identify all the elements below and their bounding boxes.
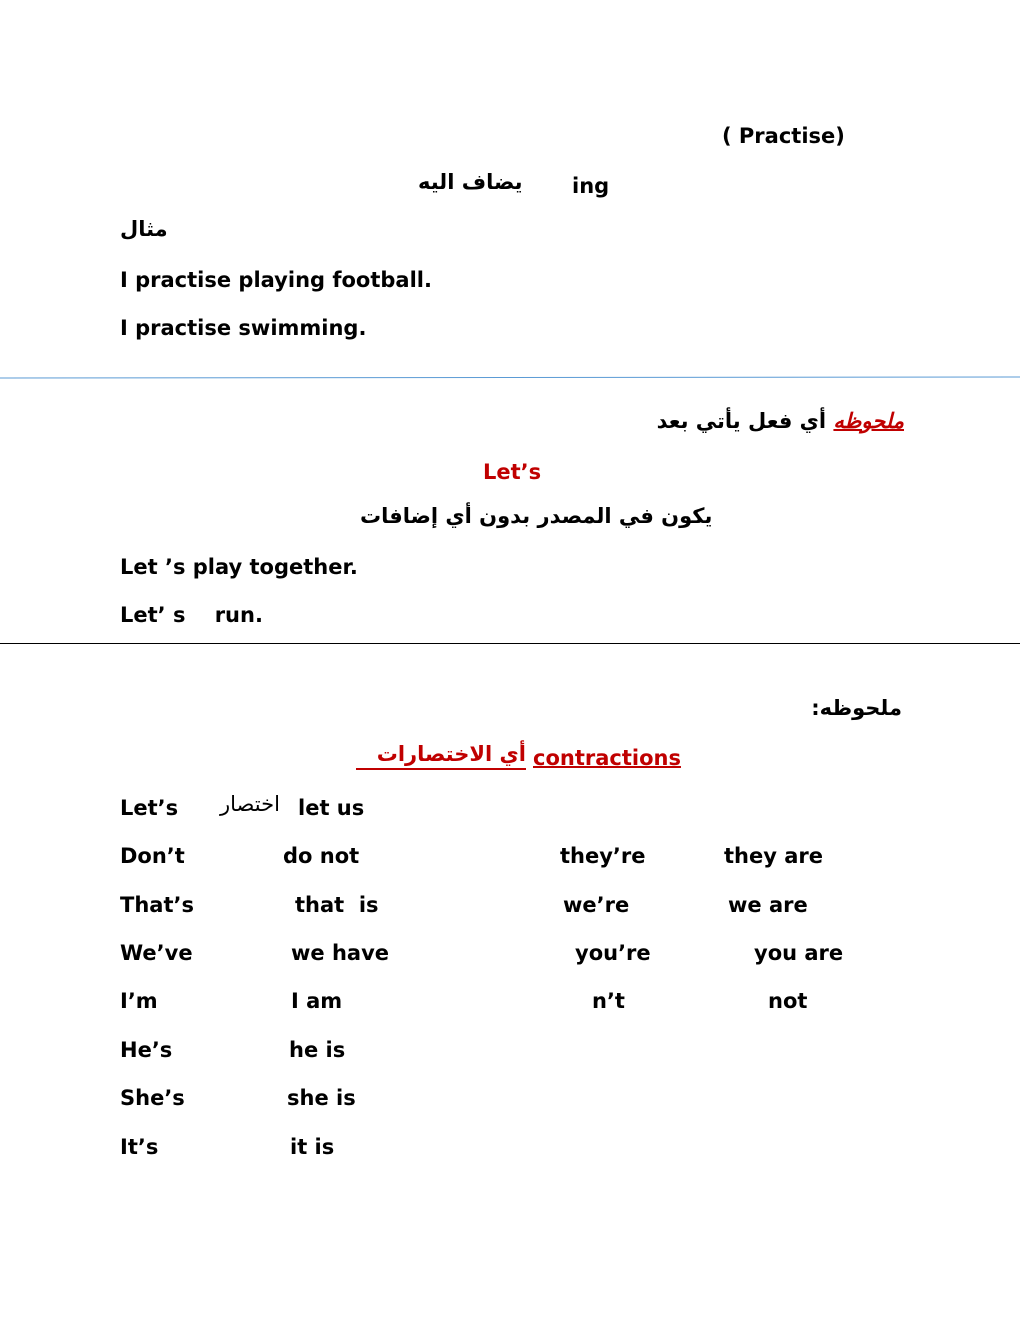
contraction-full: that is <box>295 893 379 917</box>
contraction-full: we are <box>728 893 808 917</box>
contraction-full: not <box>768 989 808 1013</box>
contraction-full: they are <box>724 844 824 868</box>
contraction-full: we have <box>291 941 390 965</box>
note-text-arabic: أي فعل يأتي بعد <box>656 409 827 433</box>
contraction-short: He’s <box>120 1038 173 1062</box>
contraction-short: n’t <box>592 989 625 1013</box>
lets-label: Let’s <box>120 796 179 820</box>
lets-heading: Let’s <box>483 460 542 484</box>
abbreviation-arabic: اختصار <box>220 792 280 816</box>
lets-example-2: Let’ s run. <box>120 603 263 627</box>
example-label-arabic: مثال <box>120 217 168 241</box>
contraction-short: I’m <box>120 989 158 1013</box>
lets-full-form: let us <box>298 796 365 820</box>
contraction-short: we’re <box>563 893 630 917</box>
section-divider-blue <box>0 376 1020 378</box>
practise-heading: ( Practise) <box>722 124 845 148</box>
contraction-full: I am <box>291 989 343 1013</box>
ing-arabic-note: يضاف اليه <box>418 170 523 194</box>
contraction-short: She’s <box>120 1086 185 1110</box>
contraction-full: it is <box>290 1135 335 1159</box>
contraction-short: We’ve <box>120 941 193 965</box>
contractions-heading: contractions <box>533 746 681 770</box>
note-label-arabic-2: ملحوظه: <box>811 696 902 720</box>
contraction-short: they’re <box>560 844 646 868</box>
contraction-full: do not <box>283 844 360 868</box>
contraction-short: Don’t <box>120 844 185 868</box>
contraction-full: you are <box>754 941 844 965</box>
lets-rule-note <box>657 411 904 432</box>
base-form-rule-arabic: يكون في المصدر بدون أي إضافات <box>360 504 713 528</box>
contractions-arabic: أي الاختصارات <box>356 744 526 770</box>
contraction-full: he is <box>289 1038 346 1062</box>
contraction-short: That’s <box>120 893 194 917</box>
practise-example-1: I practise playing football. <box>120 268 432 292</box>
section-divider-black <box>0 643 1020 644</box>
practise-example-2: I practise swimming. <box>120 316 367 340</box>
contraction-short: you’re <box>575 941 651 965</box>
ing-suffix: ing <box>572 174 610 198</box>
contraction-short: It’s <box>120 1135 159 1159</box>
lets-example-1: Let ’s play together. <box>120 555 358 579</box>
contraction-full: she is <box>287 1086 356 1110</box>
note-label-arabic: ملحوظه <box>833 409 904 433</box>
